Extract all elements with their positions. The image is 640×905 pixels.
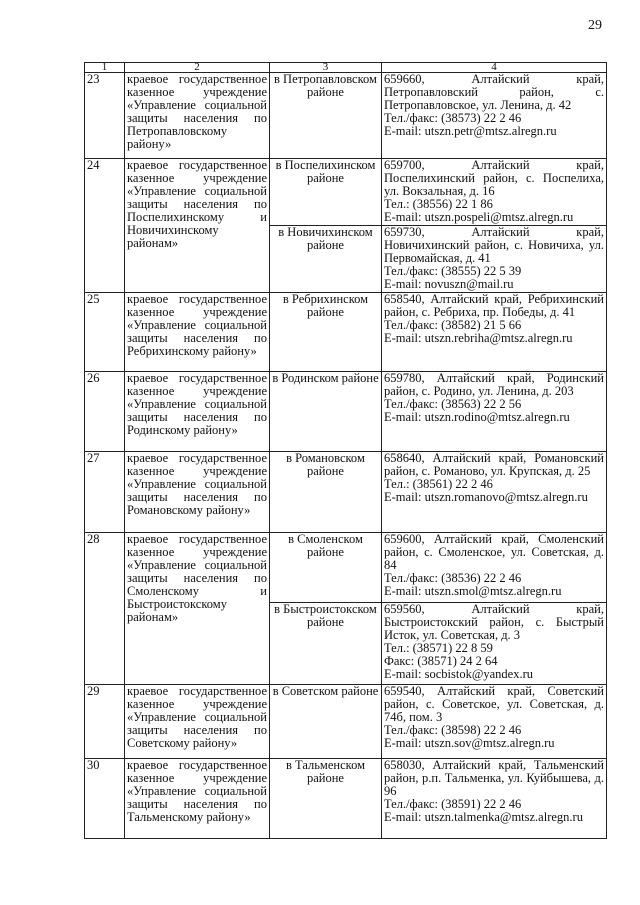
organization-name: краевое государственное казенное учреждение «Управление социальной защиты населения по Смоленскому и Быстроистокскому районам» [125,533,270,685]
contact-info: 659600, Алтайский край, Смоленский район, с. Смоленское, ул. Советская, д. 84 Тел./факс: (38536) 22 2 46 E-mail: utszn.smol@mtsz.alregn.ru [382,533,607,603]
contact-info: 659700, Алтайский край, Поспелихинский район, с. Поспелиха, ул. Вокзальная, д. 16 Тел.: (38556) 22 1 86 E-mail: utszn.pospeli@mtsz.alregn.ru [382,159,607,226]
table-row [85,73,607,159]
header-cell-2: 2 [125,63,270,73]
row-number: 26 [85,372,125,452]
contact-info: 659660, Алтайский край, Петропавловский район, с. Петропавловское, ул. Ленина, д. 42 Тел./факс: (38573) 22 2 46 E-mail: utszn.petr@mtsz.alregn.ru [382,73,607,159]
contact-info: 659730, Алтайский край, Новичихинский район, с. Новичиха, ул. Первомайская, д. 41 Тел./факс: (38555) 22 5 39 E-mail: novuszn@mail.ru [382,226,607,293]
contact-info: 658540, Алтайский край, Ребрихинский район, с. Ребриха, пр. Победы, д. 41 Тел./факс: (38582) 21 5 66 E-mail: utszn.rebriha@mtsz.alregn.ru [382,293,607,372]
row-number: 28 [85,533,125,685]
district-name: в Родинском районе [270,372,382,452]
district-name: в Новичихинском районе [270,226,382,293]
table-row [85,293,607,372]
organization-name: краевое государственное казенное учреждение «Управление социальной защиты населения по Поспелихинскому и Новичихинскому районам» [125,159,270,293]
organization-name: краевое государственное казенное учреждение «Управление социальной защиты населения по Ребрихинскому району» [125,293,270,372]
organization-name: краевое государственное казенное учреждение «Управление социальной защиты населения по Советскому району» [125,685,270,759]
header-cell-3: 3 [270,63,382,73]
header-row [85,63,607,73]
contact-info: 659560, Алтайский край, Быстроистокский район, с. Быстрый Исток, ул. Советская, д. 3 Тел.: (38571) 22 8 59 Факс: (38571) 24 2 64 E-mail: socbistok@yandex.ru [382,603,607,685]
contact-info: 659780, Алтайский край, Родинский район, с. Родино, ул. Ленина, д. 203 Тел./факс: (38563) 22 2 56 E-mail: utszn.rodino@mtsz.alregn.ru [382,372,607,452]
institutions-table [84,62,607,839]
page-number: 29 [588,18,602,33]
district-name: в Романовском районе [270,452,382,533]
table-row [85,159,607,226]
district-name: в Поспелихинском районе [270,159,382,226]
district-name: в Смоленском районе [270,533,382,603]
row-number: 23 [85,73,125,159]
contact-info: 659540, Алтайский край, Советский район, с. Советское, ул. Советская, д. 74б, пом. 3 Тел./факс: (38598) 22 2 46 E-mail: utszn.sov@mtsz.alregn.ru [382,685,607,759]
row-number: 29 [85,685,125,759]
table-row [85,533,607,603]
row-number: 30 [85,759,125,839]
table-row [85,452,607,533]
organization-name: краевое государственное казенное учреждение «Управление социальной защиты населения по Тальменскому району» [125,759,270,839]
row-number: 25 [85,293,125,372]
organization-name: краевое государственное казенное учреждение «Управление социальной защиты населения по Петропавловскому району» [125,73,270,159]
contact-info: 658640, Алтайский край, Романовский район, с. Романово, ул. Крупская, д. 25 Тел.: (38561) 22 2 46 E-mail: utszn.romanovo@mtsz.alregn.ru [382,452,607,533]
contact-info: 658030, Алтайский край, Тальменский район, р.п. Тальменка, ул. Куйбышева, д. 96 Тел./факс: (38591) 22 2 46 E-mail: utszn.talmenka@mtsz.alregn.ru [382,759,607,839]
district-name: в Советском районе [270,685,382,759]
table-row [85,372,607,452]
district-name: в Тальменском районе [270,759,382,839]
row-number: 27 [85,452,125,533]
header-cell-4: 4 [382,63,607,73]
row-number: 24 [85,159,125,293]
district-name: в Петропавловском районе [270,73,382,159]
organization-name: краевое государственное казенное учреждение «Управление социальной защиты населения по Родинскому району» [125,372,270,452]
district-name: в Быстроистокском районе [270,603,382,685]
table-row [85,759,607,839]
header-cell-1: 1 [85,63,125,73]
district-name: в Ребрихинском районе [270,293,382,372]
organization-name: краевое государственное казенное учреждение «Управление социальной защиты населения по Романовскому району» [125,452,270,533]
table-row [85,685,607,759]
